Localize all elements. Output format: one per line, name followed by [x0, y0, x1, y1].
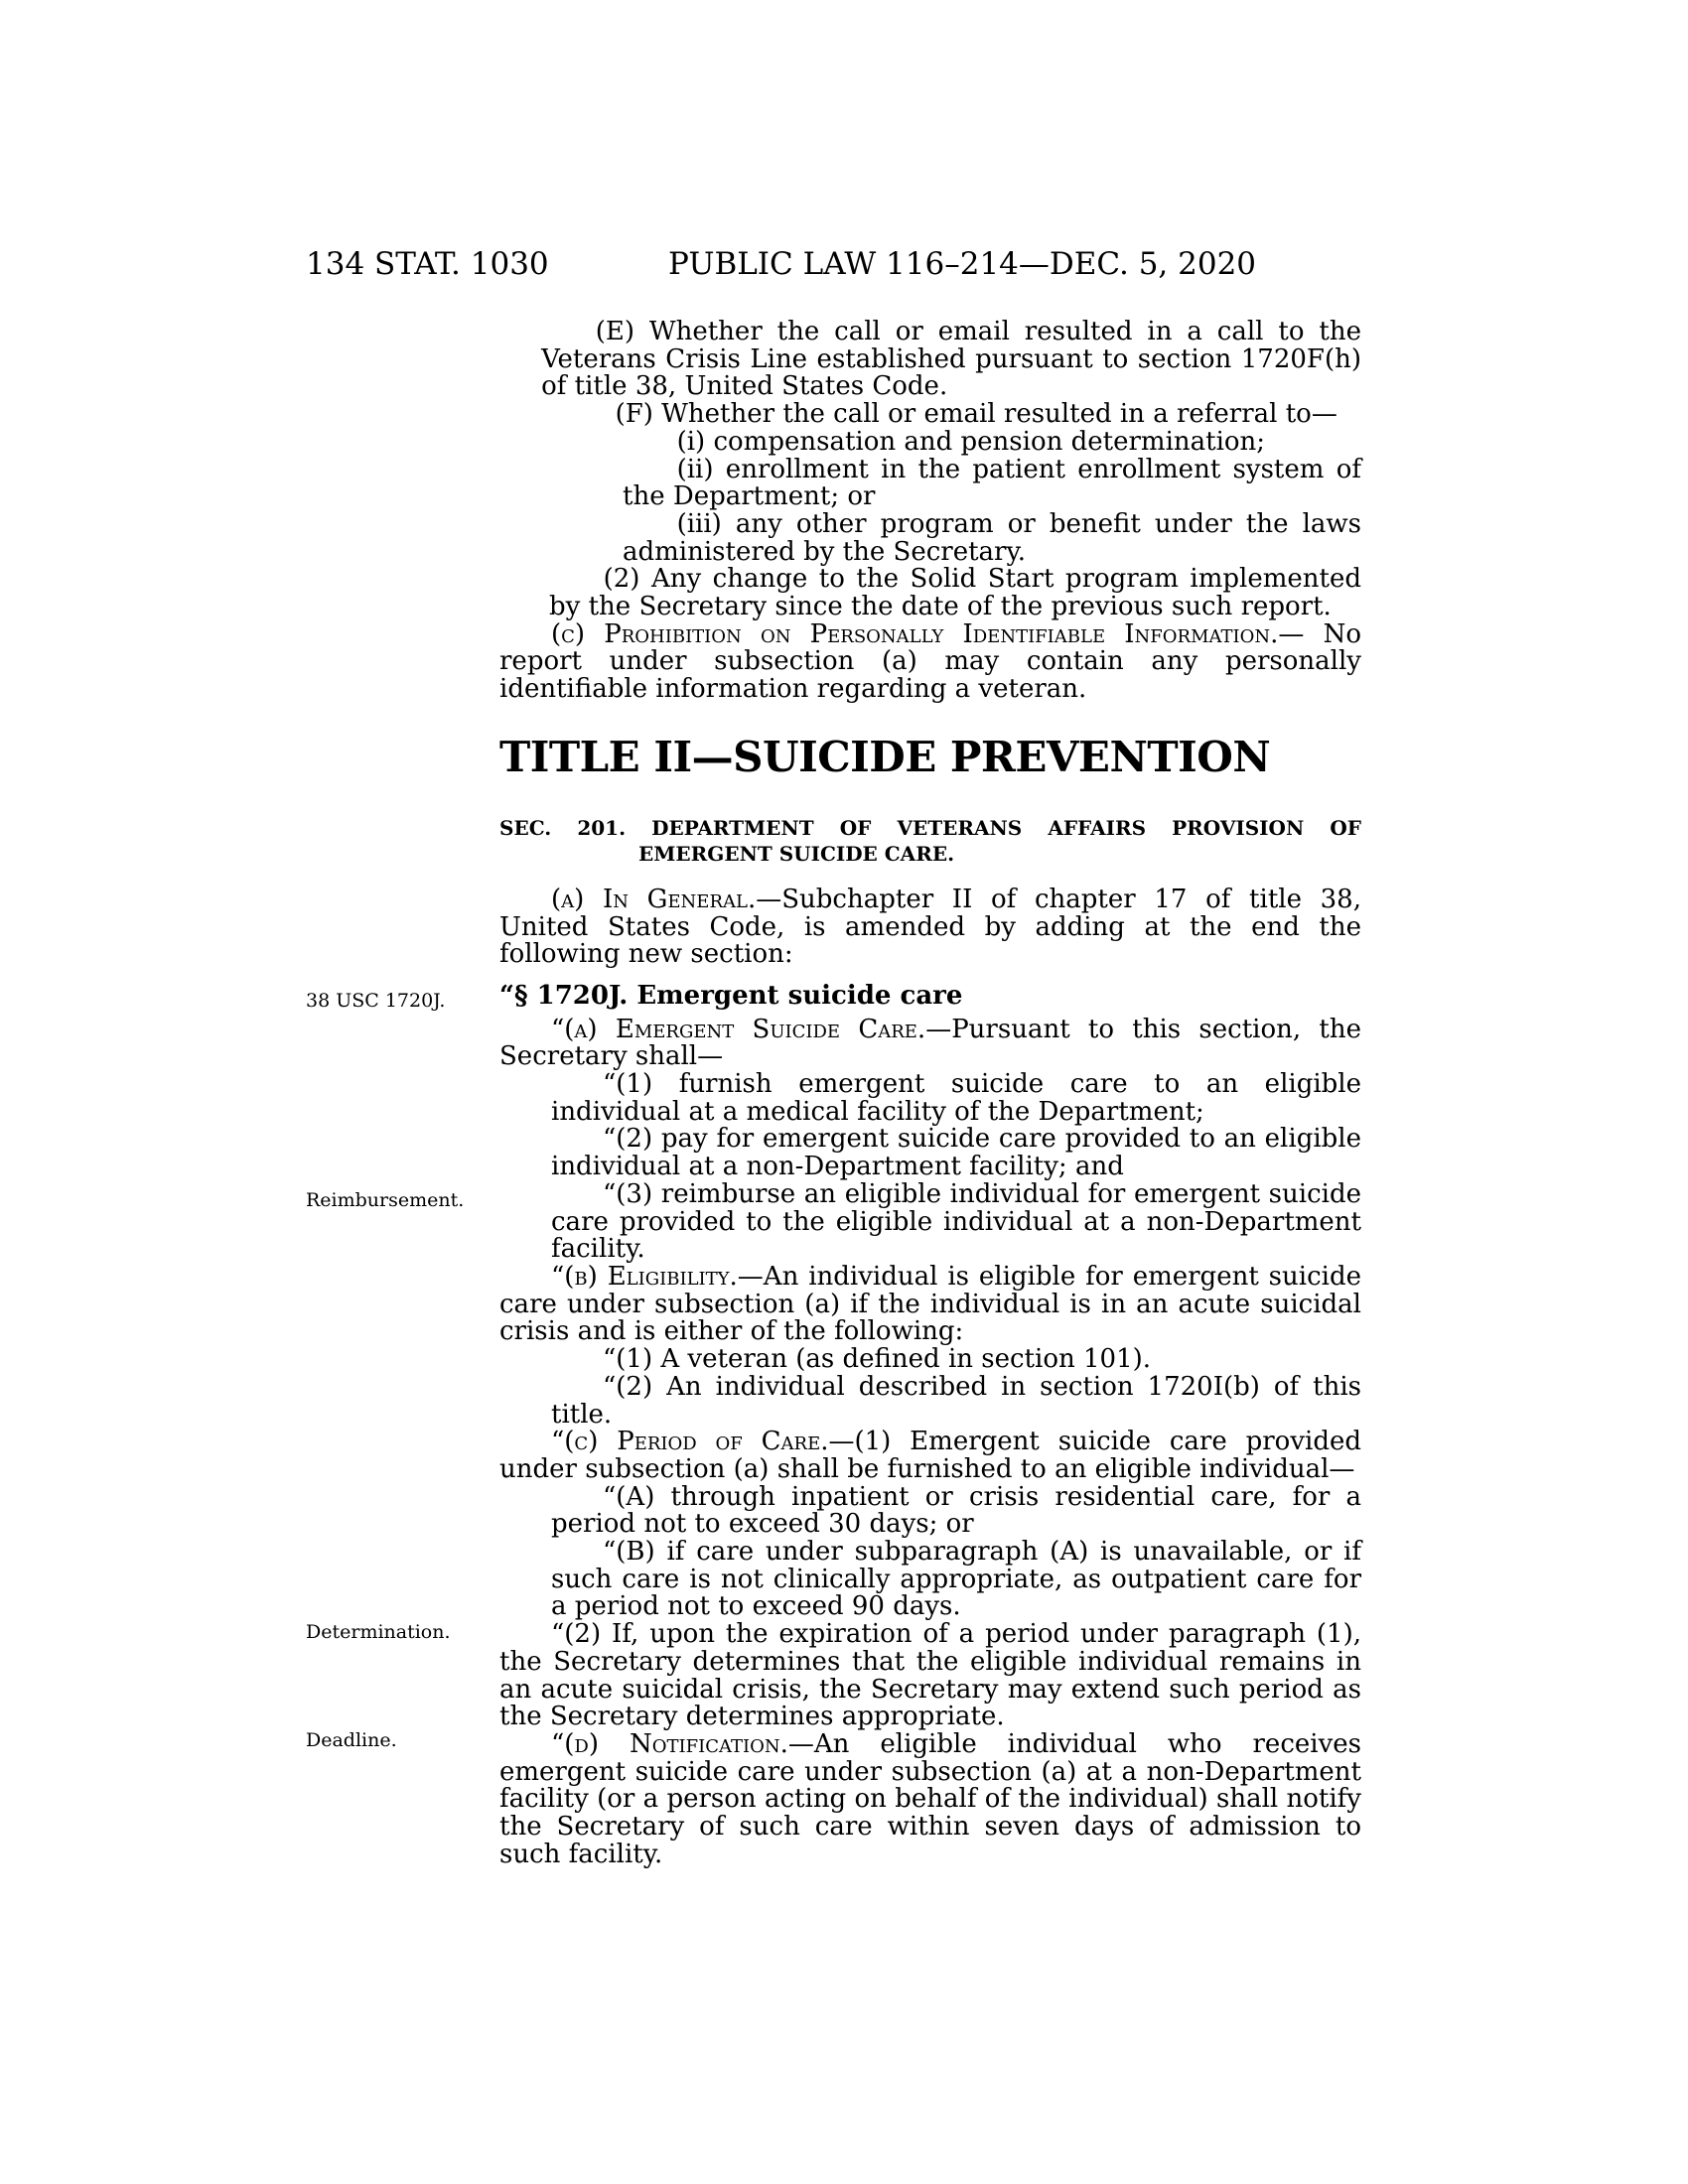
margin-note-reimbursement: Reimbursement.: [306, 1189, 465, 1211]
section-a-label: (a) In General.: [551, 884, 757, 914]
text-b-text: —An individual is eligible for emergent suicide care under subsection (a) if the individual is in an acute suicidal crisis and is either of the following:: [499, 1261, 1361, 1347]
text-b: [499, 1261, 1361, 1347]
paragraph-c-text: No report under subsection (a) may contain any personally identifiable information regarding a veteran.: [499, 618, 1361, 705]
text-cB: “(B) if care under subparagraph (A) is unavailable, or if such care is not clinically appropriate, as outpatient care for a period not to exceed 90 days.: [551, 1537, 1361, 1622]
text-a2: “(2) pay for emergent suicide care provided to an eligible individual at a non-Department facility; and: [551, 1124, 1361, 1182]
paragraph-c-label: (c) Prohibition on Personally Identifiable Information.—: [551, 618, 1305, 649]
text-d: [499, 1728, 1361, 1869]
paragraph-f-ii: (ii) enrollment in the patient enrollment system of the Department; or: [623, 454, 1361, 512]
text-c-label: “(c) Period of Care.: [551, 1427, 829, 1457]
text-b2: “(2) An individual described in section 1720I(b) of this title.: [551, 1371, 1361, 1430]
margin-note-deadline: Deadline.: [306, 1729, 397, 1751]
section-a: [499, 884, 1361, 970]
paragraph-c: [499, 618, 1361, 705]
document-body: [499, 319, 1361, 1868]
public-law-citation: PUBLIC LAW 116–214—DEC. 5, 2020: [668, 246, 1257, 282]
text-c: [499, 1429, 1361, 1483]
text-b-label: “(b) Eligibility.: [551, 1261, 738, 1292]
margin-note-determination: Determination.: [306, 1621, 451, 1643]
text-a: [499, 1014, 1361, 1072]
text-b1: “(1) A veteran (as defined in section 101).: [603, 1344, 1152, 1375]
new-section-heading: “§ 1720J. Emergent suicide care: [499, 980, 963, 1011]
paragraph-f-iii: (iii) any other program or benefit under the laws administered by the Secretary.: [623, 508, 1361, 567]
text-a1: “(1) furnish emergent suicide care to an eligible individual at a medical facility of the Department;: [551, 1069, 1361, 1127]
stat-page-number: 134 STAT. 1030: [306, 246, 549, 282]
text-c2: “(2) If, upon the expiration of a period under paragraph (1), the Secretary determines that the eligible individual remains in an acute suicidal crisis, the Secretary may extend such period as the Secretary determines appropriate.: [499, 1619, 1361, 1732]
paragraph-f: (F) Whether the call or email resulted in a referral to—: [615, 399, 1337, 430]
section-a-text: —Subchapter II of chapter 17 of title 38, United States Code, is amended by adding at the end the following new section:: [499, 884, 1361, 970]
text-a-text: —Pursuant to this section, the Secretary shall—: [499, 1014, 1361, 1072]
paragraph-2: (2) Any change to the Solid Start program implemented by the Secretary since the date of the previous such report.: [549, 564, 1361, 622]
text-cA: “(A) through inpatient or crisis residential care, for a period not to exceed 30 days; or: [551, 1481, 1361, 1540]
text-d-text: —An eligible individual who receives emergent suicide care under subsection (a) at a non-Department facility (or a person acting on behalf of the individual) shall notify the Secretary of such care within seven days of admission to such facility.: [499, 1728, 1361, 1869]
text-a-label: “(a) Emergent Suicide Care.: [551, 1014, 926, 1044]
text-a3: “(3) reimburse an eligible individual for emergent suicide care provided to the eligible individual at a non-Department facility.: [551, 1178, 1361, 1265]
text-c-text: —(1) Emergent suicide care provided under subsection (a) shall be furnished to an eligible individual—: [499, 1427, 1362, 1484]
title-heading: TITLE II—SUICIDE PREVENTION: [499, 732, 1271, 781]
margin-note-usc: 38 USC 1720J.: [306, 990, 446, 1012]
section-heading: SEC. 201. DEPARTMENT OF VETERANS AFFAIRS PROVISION OF EMERGENT SUICIDE CARE.: [499, 815, 1361, 866]
paragraph-e: (E) Whether the call or email resulted in a call to the Veterans Crisis Line established pursuant to section 1720F(h) of title 38, United States Code.: [541, 317, 1361, 402]
paragraph-f-i: (i) compensation and pension determination;: [676, 426, 1266, 457]
text-d-label: “(d) Notification.: [551, 1728, 788, 1759]
